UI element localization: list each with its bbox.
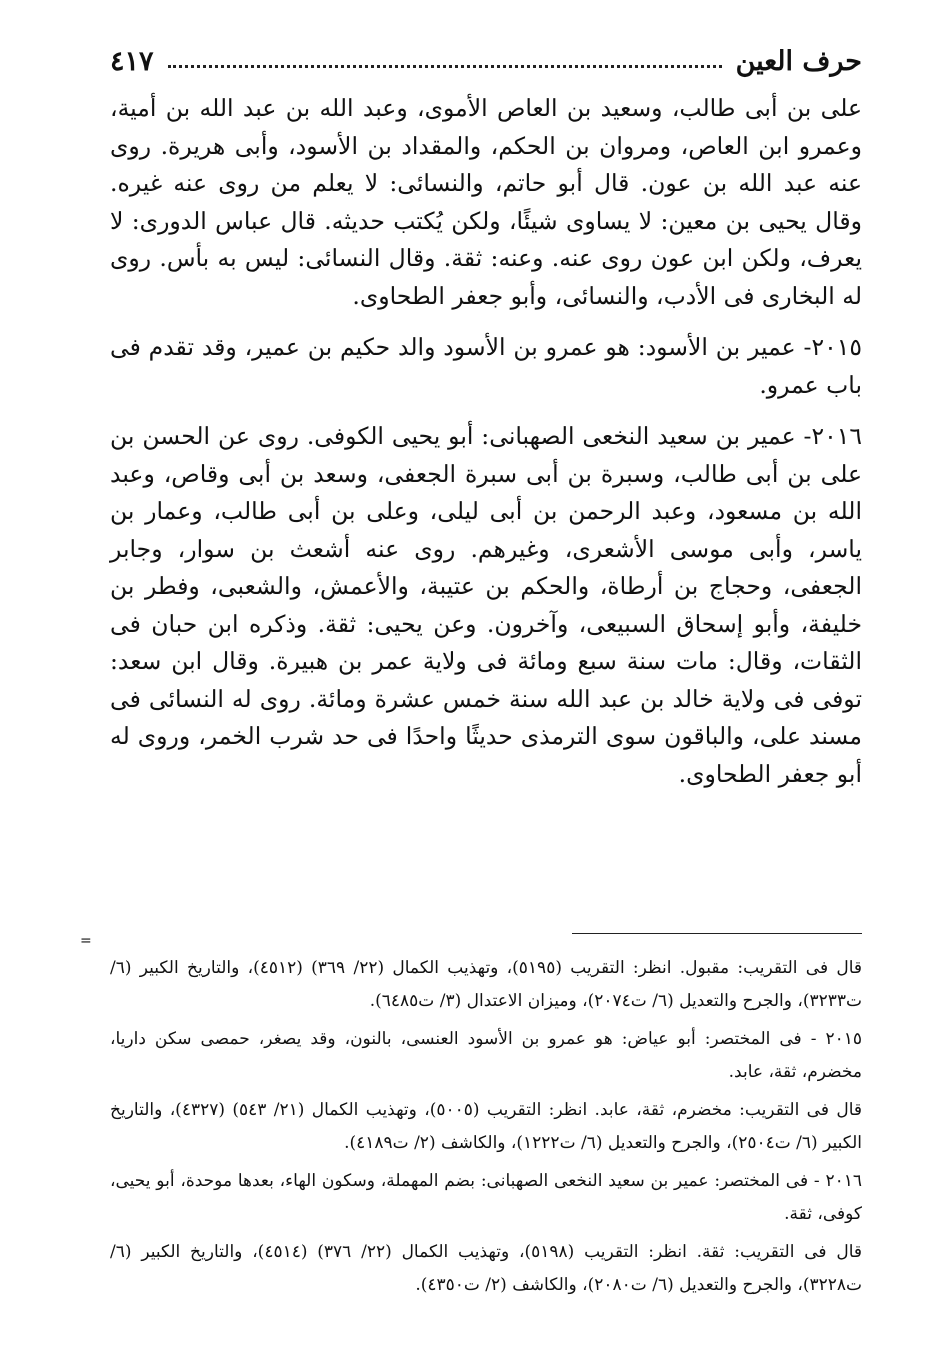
section-title: حرف العين (735, 45, 862, 77)
footnote: ٢٠١٥ - فى المختصر: أبو عياض: هو عمرو بن الأسود العنسى، بالنون، وقد يصغر، حمصى سكن داريا، مخضرم، ثقة، عابد. (110, 1029, 862, 1082)
footnote: قال فى التقريب: ثقة. انظر: التقريب (٥١٩٨)، وتهذيب الكمال (٢٢/ ٣٧٦) (٤٥١٤)، والتاريخ الكبير (٦/ ت٣٢٢٨)، والجرح والتعديل (٦/ ت٢٠٨٠)، والكاشف (٢/ ت٤٣٥٠). (110, 1242, 863, 1295)
page-header (110, 38, 862, 84)
entry-2015: ٢٠١٥- عمير بن الأسود: هو عمرو بن الأسود والد حكيم بن عمير، وقد تقدم فى باب عمرو. (110, 333, 862, 399)
footnote-separator (572, 933, 862, 934)
entry-2016: ٢٠١٦- عمير بن سعيد النخعى الصهبانى: أبو يحيى الكوفى. روى عن الحسن بن على بن أبى طالب، وسبرة بن أبى سبرة الجعفى، وسعد بن أبى وقاص، وعبد الله بن مسعود، وعبد الرحمن بن أبى ليلى، وعلى بن أبى طالب، وعمار بن ياسر، وأبى موسى الأشعرى، وغيرهم. روى عنه أشعث بن سوار، وجابر الجعفى، وحجاج بن أرطاة، والحكم بن عتيبة، والأعمش، والشعبى، وفطر بن خليفة، وأبو إسحاق السبيعى، وآخرون. وعن يحيى: ثقة. وذكره ابن حبان فى الثقات، وقال: مات سنة سبع ومائة فى ولاية عمر بن هبيرة. وقال ابن سعد: توفى فى ولاية خالد بن عبد الله سنة خمس عشرة ومائة. روى له النسائى فى مسند على، والباقون سوى الترمذى حديثًا واحدًا فى حد شرب الخمر، وروى له أبو جعفر الطحاوى. (110, 422, 862, 788)
footnotes (110, 952, 862, 1307)
footnote-continuation-mark: = (80, 933, 91, 949)
footnote: قال فى التقريب: مخضرم، ثقة، عابد. انظر: التقريب (٥٠٠٥)، وتهذيب الكمال (٢١/ ٥٤٣) (٤٣٢٧)، والتاريخ الكبير (٦/ ت٢٥٠٤)، والجرح والتعديل (٦/ ت١٢٢٢)، والكاشف (٢/ ت٤١٨٩). (110, 1100, 862, 1153)
paragraph-continuation: على بن أبى طالب، وسعيد بن العاص الأموى، وعبد الله بن عبد الله بن أمية، وعمرو ابن العاص، ومروان بن الحكم، والمقداد بن الأسود، وأبى هريرة. روى عنه عبد الله بن عون. قال أبو حاتم، والنسائى: لا يعلم من روى عنه غيره. وقال يحيى بن معين: لا يساوى شيئًا، ولكن يُكتب حديثه. قال عباس الدورى: لا يعرف، ولكن ابن عون روى عنه. وعنه: ثقة. وقال النسائى: ليس به بأس. روى له البخارى فى الأدب، والنسائى، وأبو جعفر الطحاوى. (110, 94, 862, 310)
footnote: قال فى التقريب: مقبول. انظر: التقريب (٥١٩٥)، وتهذيب الكمال (٢٢/ ٣٦٩) (٤٥١٢)، والتاريخ الكبير (٦/ ت٣٢٣٣)، والجرح والتعديل (٦/ ت٢٠٧٤)، وميزان الاعتدال (٣/ ت٦٤٨٥). (110, 958, 863, 1011)
page-number: ٤١٧ (110, 45, 154, 77)
footnote: ٢٠١٦ - فى المختصر: عمير بن سعيد النخعى الصهبانى: بضم المهملة، وسكون الهاء، بعدها موحدة، أبو يحيى، كوفى، ثقة. (110, 1171, 862, 1224)
main-text (110, 90, 862, 793)
header-dot-leader (168, 55, 722, 68)
